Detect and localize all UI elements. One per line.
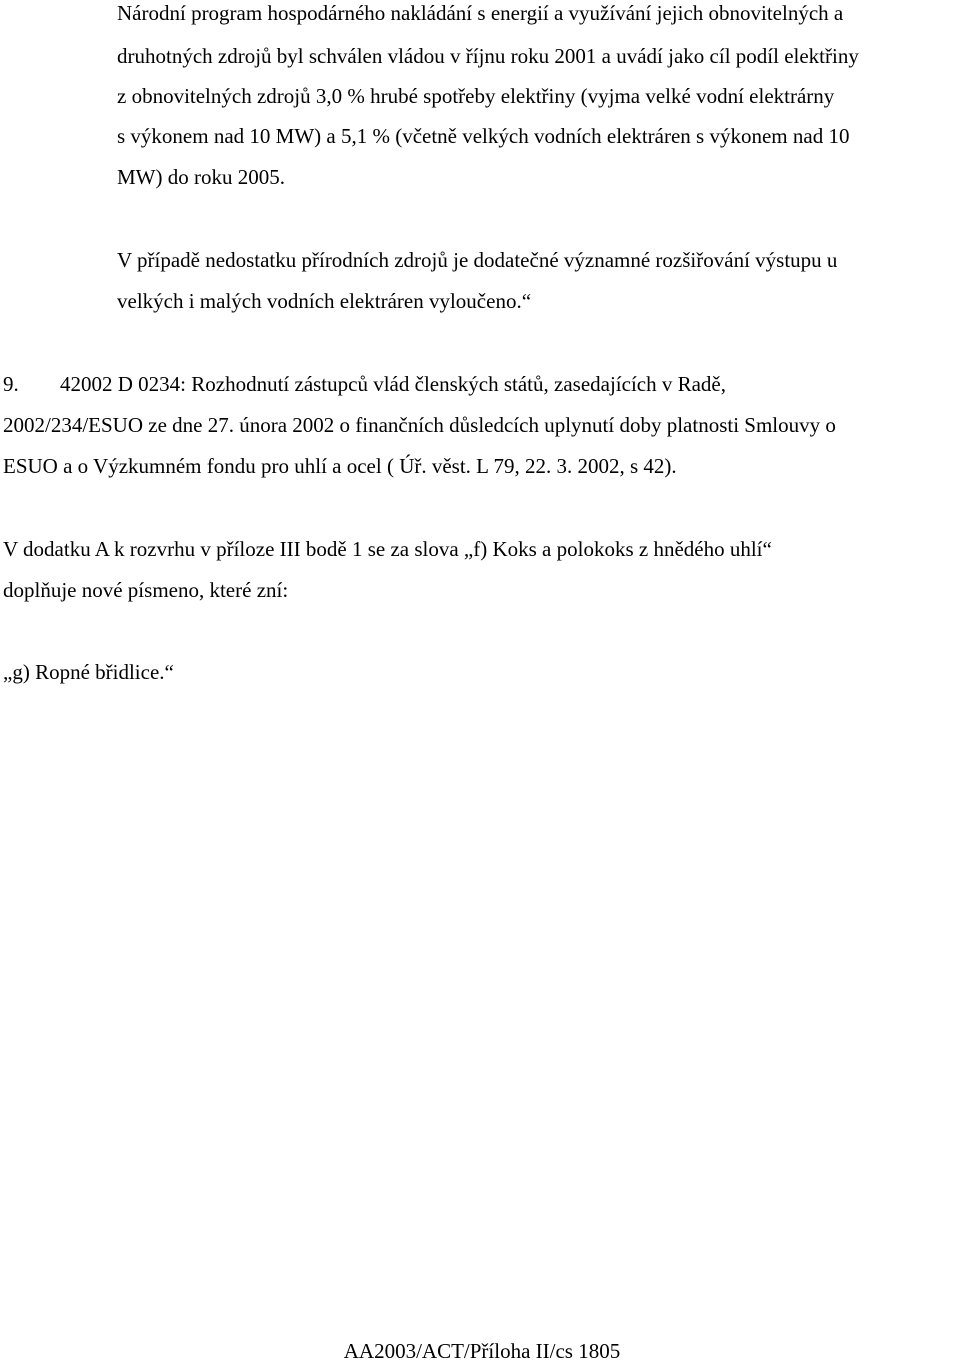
text-line: 42002 D 0234: Rozhodnutí zástupců vlád členských států, zasedajících v Radě, (60, 372, 727, 396)
document-reference: AA2003/ACT/Příloha II/cs 1805 (343, 1339, 621, 1363)
text-line: velkých i malých vodních elektráren vyloučeno.“ (117, 289, 532, 313)
text-line: doplňuje nové písmeno, které zní: (3, 578, 289, 602)
page-footer (0, 1339, 960, 1363)
text-line: druhotných zdrojů byl schválen vládou v říjnu roku 2001 a uvádí jako cíl podíl elektřiny (117, 44, 859, 68)
text-line: s výkonem nad 10 MW) a 5,1 % (včetně velkých vodních elektráren s výkonem nad 10 (117, 124, 850, 148)
text-line: 2002/234/ESUO ze dne 27. února 2002 o finančních důsledcích uplynutí doby platnosti Smlouvy o (3, 413, 836, 437)
text-line: ESUO a o Výzkumném fondu pro uhlí a ocel ( Úř. věst. L 79, 22. 3. 2002, s 42). (3, 454, 677, 478)
text-line: MW) do roku 2005. (117, 165, 285, 189)
item-number: 9. (3, 372, 19, 396)
text-line: V dodatku A k rozvrhu v příloze III bodě 1 se za slova „f) Koks a polokoks z hnědého uhlí“ (3, 537, 772, 561)
quoted-new-letter: „g) Ropné břidlice.“ (3, 660, 174, 684)
text-line: z obnovitelných zdrojů 3,0 % hrubé spotřeby elektřiny (vyjma velké vodní elektrárny (117, 84, 835, 108)
text-line: V případě nedostatku přírodních zdrojů je dodatečné významné rozšiřování výstupu u (117, 248, 838, 272)
text-line: Národní program hospodárného nakládání s energií a využívání jejich obnovitelných a (117, 1, 844, 25)
